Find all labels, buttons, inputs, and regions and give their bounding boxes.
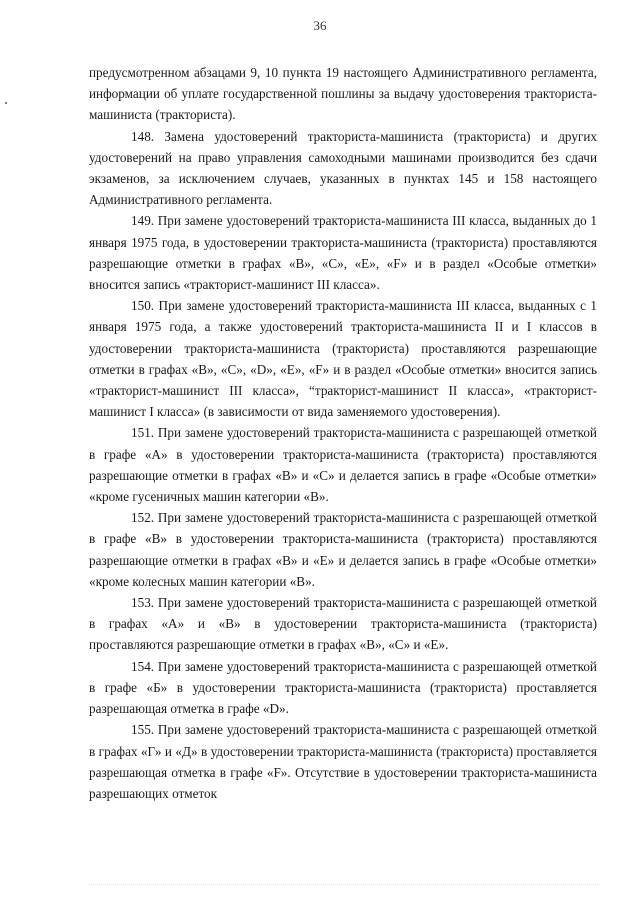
paragraph-151: 151. При замене удостоверений тракториста-машиниста с разрешающей отметкой в графе «А» в удостоверении тракториста-машиниста (тракториста) проставляются разрешающие отметки в графах «В» и «С» и делается запись в графе «Особые отметки» «кроме гусеничных машин категории «В». [89,425,597,505]
paragraph-155: 155. При замене удостоверений тракториста-машиниста с разрешающей отметкой в графах «Г» и «Д» в удостоверении тракториста-машиниста (тракториста) проставляется разрешающая отметка в графе «F». Отсутствие в удостоверении тракториста-машиниста разрешающих отметок [89,722,597,801]
paragraph-continuation: предусмотренном абзацами 9, 10 пункта 19 настоящего Административного регламента, информации об уплате государственной пошлины за выдачу удостоверения тракториста-машиниста (тракториста). [89,65,597,123]
paragraph-149: 149. При замене удостоверений тракториста-машиниста III класса, выданных до 1 января 1975 года, в удостоверении тракториста-машиниста (тракториста) проставляются разрешающие отметки в графах «В», «С», «Е», «F» и в раздел «Особые отметки» вносится запись «тракторист-машинист III класса». [89,213,597,293]
paragraph-154: 154. При замене удостоверений тракториста-машиниста с разрешающей отметкой в графе «Б» в удостоверении тракториста-машиниста (тракториста) проставляется разрешающая отметка в графе «D». [89,658,597,717]
scan-bottom-artifact [89,884,600,889]
paragraph-148: 148. Замена удостоверений тракториста-машиниста (тракториста) и других удостоверений на право управления самоходными машинами производится без сдачи экзаменов, за исключением случаев, указанных в пунктах 145 и 158 настоящего Административного регламента. [89,128,597,208]
paragraph-150: 150. При замене удостоверений тракториста-машиниста III класса, выданных с 1 января 1975 года, а также удостоверений тракториста-машиниста II и I классов в удостоверении тракториста-машиниста (тракториста) проставляются разрешающие отметки в графах «В», «С», «D», «Е», «F» и в раздел «Особые отметки» вносится запись «тракторист-машинист III класса», “тракторист-машинист II класса», «тракторист-машинист I класса» (в зависимости от вида заменяемого удостоверения). [89,298,597,420]
paragraph-152: 152. При замене удостоверений тракториста-машиниста с разрешающей отметкой в графе «В» в удостоверении тракториста-машиниста (тракториста) проставляются разрешающие отметки в графах «В» и «Е» и делается запись в графе «Особые отметки» «кроме колесных машин категории «В». [89,510,597,589]
page-number: 36 [313,18,327,33]
paragraph-153: 153. При замене удостоверений тракториста-машиниста с разрешающей отметкой в графах «А» и «В» в удостоверении тракториста-машиниста (тракториста) проставляются разрешающие отметки в графах «В», «С» и «Е». [89,595,597,653]
scan-speck [5,102,7,104]
document-body [89,62,597,804]
